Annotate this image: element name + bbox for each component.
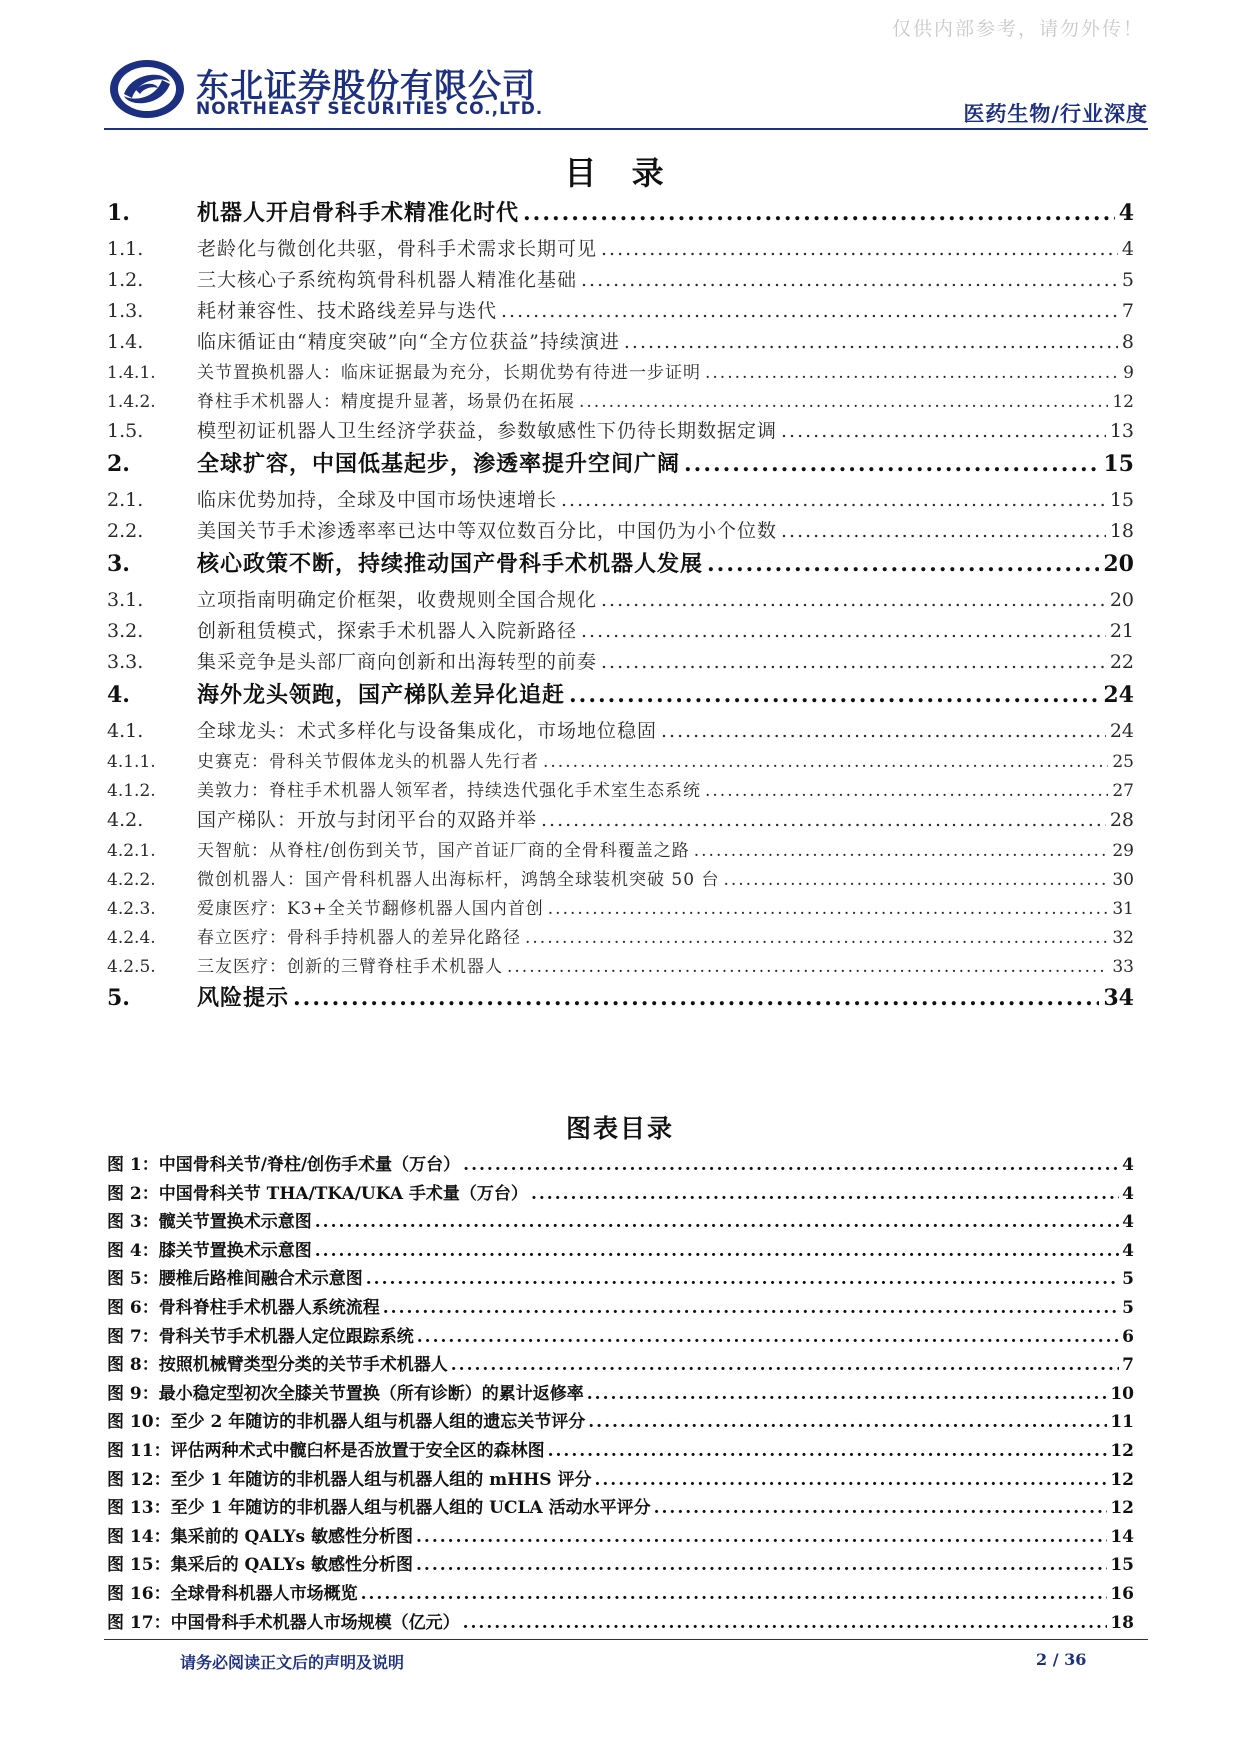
- figure-entry[interactable]: [107, 1293, 1134, 1322]
- toc-entry[interactable]: [107, 747, 1134, 776]
- toc-entry-label: 创新租赁模式，探索手术机器人入院新路径: [197, 620, 578, 642]
- toc-leader-dots: [561, 489, 1106, 511]
- toc-entry-page: 22: [1109, 651, 1134, 673]
- figure-entry-label: 图 10：至少 2 年随访的非机器人组与机器人组的遗忘关节评分: [107, 1412, 586, 1433]
- figure-entry-page: 5: [1122, 1297, 1134, 1318]
- toc-entry[interactable]: [107, 387, 1134, 416]
- toc-entry[interactable]: [107, 716, 1134, 747]
- toc-entry-number: 2.: [107, 451, 130, 477]
- toc-entry-number: 4.2.2.: [107, 870, 156, 890]
- figure-entry[interactable]: [107, 1179, 1134, 1208]
- toc-leader-dots: [581, 269, 1118, 291]
- figure-entry[interactable]: [107, 1436, 1134, 1465]
- figure-entry[interactable]: [107, 1579, 1134, 1608]
- toc-leader-dots: [525, 928, 1108, 948]
- toc-leader-dots: [548, 899, 1109, 919]
- toc-entry-page: 20: [1109, 589, 1134, 611]
- figure-entry-label: 图 17：中国骨科手术机器人市场规模（亿元）: [107, 1612, 460, 1633]
- toc-leader-dots: [569, 682, 1099, 708]
- toc-entry-label: 耗材兼容性、技术路线差异与迭代: [197, 300, 498, 322]
- toc-entry[interactable]: [107, 485, 1134, 516]
- toc-leader-dots: [507, 957, 1108, 977]
- toc-entry-label: 模型初证机器人卫生经济学获益，参数敏感性下仍待长期数据定调: [197, 420, 778, 442]
- toc-entry-page: 24: [1103, 682, 1134, 708]
- toc-entry-label: 史赛克：骨科关节假体龙头的机器人先行者: [197, 752, 539, 772]
- figure-entry-label: 图 1：中国骨科关节/脊柱/创伤手术量（万台）: [107, 1155, 461, 1175]
- toc-entry-page: 32: [1112, 928, 1134, 948]
- figure-entry-label: 图 4：膝关节置换术示意图: [107, 1240, 312, 1261]
- figure-leader-dots: [451, 1355, 1119, 1375]
- figure-leader-dots: [548, 1441, 1108, 1461]
- toc-entry-label: 爱康医疗：K3+全关节翻修机器人国内首创: [197, 899, 544, 919]
- figure-entry[interactable]: [107, 1150, 1134, 1179]
- toc-entry-page: 4: [1118, 200, 1134, 226]
- toc-entry[interactable]: [107, 296, 1134, 327]
- figure-leader-dots: [463, 1613, 1108, 1633]
- toc-leader-dots: [694, 841, 1109, 861]
- toc-entry[interactable]: [107, 447, 1134, 485]
- figure-leader-dots: [588, 1412, 1107, 1432]
- toc-leader-dots: [579, 392, 1108, 412]
- figure-entry-label: 图 7：骨科关节手术机器人定位跟踪系统: [107, 1326, 414, 1347]
- toc-entry-page: 24: [1109, 720, 1134, 742]
- toc-entry[interactable]: [107, 952, 1134, 981]
- toc-entry-number: 5.: [107, 985, 130, 1011]
- toc-entry-label: 海外龙头领跑，国产梯队差异化追赶: [197, 683, 566, 708]
- toc-entry[interactable]: [107, 416, 1134, 447]
- toc-entry[interactable]: [107, 196, 1134, 234]
- toc-entry-number: 1.2.: [107, 269, 144, 291]
- toc-entry-number: 4.1.: [107, 720, 144, 742]
- figure-leader-dots: [654, 1498, 1108, 1518]
- figure-entry[interactable]: [107, 1236, 1134, 1265]
- header-divider: [104, 128, 1148, 130]
- figure-list-title: 图表目录: [565, 1114, 674, 1143]
- toc-entry-number: 4.: [107, 682, 130, 708]
- toc-entry-page: 29: [1112, 841, 1134, 861]
- figure-leader-dots: [416, 1527, 1107, 1547]
- toc-leader-dots: [601, 651, 1106, 673]
- company-name-en: NORTHEAST SECURITIES CO.,LTD.: [196, 99, 544, 119]
- toc-entry[interactable]: [107, 234, 1134, 265]
- figure-leader-dots: [531, 1184, 1119, 1204]
- footer-divider: [104, 1639, 1148, 1640]
- toc-entry[interactable]: [107, 678, 1134, 716]
- toc-leader-dots: [581, 620, 1106, 642]
- toc-entry-label: 春立医疗：骨科手持机器人的差异化路径: [197, 928, 521, 948]
- toc-entry-page: 13: [1109, 420, 1134, 442]
- toc-entry[interactable]: [107, 265, 1134, 296]
- toc-leader-dots: [781, 420, 1106, 442]
- toc-entry-page: 9: [1123, 363, 1134, 383]
- figure-entry[interactable]: [107, 1522, 1134, 1551]
- figure-leader-dots: [361, 1584, 1108, 1604]
- toc-entry[interactable]: [107, 981, 1134, 1019]
- toc-leader-dots: [707, 551, 1099, 577]
- toc-entry[interactable]: [107, 358, 1134, 387]
- toc-entry[interactable]: [107, 547, 1134, 585]
- figure-entry-label: 图 14：集采前的 QALYs 敏感性分析图: [107, 1526, 413, 1547]
- toc-leader-dots: [624, 331, 1118, 353]
- figure-entry-label: 图 6：骨科脊柱手术机器人系统流程: [107, 1297, 380, 1318]
- toc-entry[interactable]: [107, 865, 1134, 894]
- figure-entry-label: 图 12：至少 1 年随访的非机器人组与机器人组的 mHHS 评分: [107, 1469, 592, 1490]
- toc-leader-dots: [684, 451, 1099, 477]
- figure-entry-page: 4: [1122, 1240, 1134, 1261]
- toc-entry-page: 21: [1109, 620, 1134, 642]
- toc-entry-number: 4.1.1.: [107, 752, 156, 772]
- toc-entry-page: 8: [1121, 331, 1134, 353]
- toc-entry-number: 1.3.: [107, 300, 144, 322]
- toc-entry-page: 30: [1112, 870, 1134, 890]
- figure-entry-label: 图 13：至少 1 年随访的非机器人组与机器人组的 UCLA 活动水平评分: [107, 1498, 651, 1519]
- toc-entry-page: 28: [1109, 809, 1134, 831]
- toc-entry-number: 3.1.: [107, 589, 144, 611]
- figure-entry-page: 15: [1110, 1555, 1134, 1576]
- toc-entry-page: 12: [1112, 392, 1134, 412]
- figure-entry-page: 11: [1110, 1412, 1134, 1433]
- toc-leader-dots: [723, 870, 1108, 890]
- toc-entry-label: 三友医疗：创新的三臂脊柱手术机器人: [197, 957, 503, 977]
- figure-entry-page: 4: [1122, 1183, 1134, 1204]
- figure-entry-page: 16: [1110, 1583, 1134, 1604]
- figure-entry-label: 图 8：按照机械臂类型分类的关节手术机器人: [107, 1355, 448, 1376]
- toc-entry-number: 1.4.: [107, 331, 144, 353]
- figure-entry-label: 图 15：集采后的 QALYs 敏感性分析图: [107, 1555, 413, 1576]
- figure-entry[interactable]: [107, 1608, 1134, 1637]
- figure-leader-dots: [417, 1327, 1119, 1347]
- figure-entry-label: 图 5：腰椎后路椎间融合术示意图: [107, 1269, 363, 1290]
- figure-entry-label: 图 2：中国骨科关节 THA/TKA/UKA 手术量（万台）: [107, 1183, 528, 1204]
- toc-entry-label: 集采竞争是头部厂商向创新和出海转型的前奏: [197, 651, 598, 673]
- figure-entry[interactable]: [107, 1407, 1134, 1436]
- toc-entry-label: 国产梯队：开放与封闭平台的双路并举: [197, 809, 538, 831]
- page-number: 2 / 36: [1036, 1650, 1087, 1669]
- figure-leader-dots: [315, 1212, 1119, 1232]
- toc-entry-page: 15: [1109, 489, 1134, 511]
- toc-entry-label: 脊柱手术机器人：精度提升显著，场景仍在拓展: [197, 392, 575, 412]
- toc-entry-page: 18: [1109, 520, 1134, 542]
- toc-entry[interactable]: [107, 805, 1134, 836]
- figure-entry-label: 图 3：髋关节置换术示意图: [107, 1212, 312, 1233]
- toc-entry-label: 临床优势加持，全球及中国市场快速增长: [197, 489, 558, 511]
- toc-entry-page: 4: [1121, 238, 1134, 260]
- toc-leader-dots: [543, 752, 1108, 772]
- toc-entry-label: 微创机器人：国产骨科机器人出海标杆，鸿鹄全球装机突破 50 台: [197, 870, 720, 890]
- toc-entry-label: 三大核心子系统构筑骨科机器人精准化基础: [197, 269, 578, 291]
- toc-entry-page: 15: [1103, 451, 1134, 477]
- figure-leader-dots: [587, 1384, 1108, 1404]
- figure-entry-page: 12: [1110, 1440, 1134, 1461]
- figure-entry-page: 7: [1122, 1355, 1134, 1376]
- toc-entry-number: 3.3.: [107, 651, 144, 673]
- company-name-cn: 东北证券股份有限公司: [196, 66, 536, 105]
- figure-entry[interactable]: [107, 1379, 1134, 1408]
- figure-entry-page: 4: [1122, 1155, 1134, 1175]
- toc-entry-number: 1.5.: [107, 420, 144, 442]
- figure-entry[interactable]: [107, 1207, 1134, 1236]
- toc-entry-page: 33: [1112, 957, 1134, 977]
- toc-entry-label: 老龄化与微创化共驱，骨科手术需求长期可见: [197, 238, 598, 260]
- figure-entry-page: 14: [1110, 1526, 1134, 1547]
- toc-entry[interactable]: [107, 516, 1134, 547]
- figure-entry-label: 图 11：评估两种术式中髋臼杯是否放置于安全区的森林图: [107, 1440, 545, 1461]
- northeast-securities-logo-icon: [108, 58, 186, 120]
- toc-entry-number: 1.4.1.: [107, 363, 156, 383]
- toc-leader-dots: [601, 238, 1118, 260]
- figure-entry-label: 图 16：全球骨科机器人市场概览: [107, 1583, 358, 1604]
- figure-entry-page: 10: [1110, 1383, 1134, 1404]
- toc-entry-label: 美国关节手术渗透率率已达中等双位数百分比，中国仍为小个位数: [197, 520, 778, 542]
- toc-entry[interactable]: [107, 327, 1134, 358]
- toc-entry-number: 1.1.: [107, 238, 144, 260]
- toc-entry[interactable]: [107, 585, 1134, 616]
- toc-entry-number: 2.2.: [107, 520, 144, 542]
- figure-entry[interactable]: [107, 1465, 1134, 1494]
- figure-leader-dots: [366, 1269, 1119, 1289]
- toc-leader-dots: [293, 985, 1099, 1011]
- toc-entry-number: 4.2.3.: [107, 899, 156, 919]
- toc-entry-page: 31: [1112, 899, 1134, 919]
- toc-entry-page: 5: [1121, 269, 1134, 291]
- toc-entry-label: 立项指南明确定价框架，收费规则全国合规化: [197, 589, 598, 611]
- toc-leader-dots: [501, 300, 1118, 322]
- toc-entry[interactable]: [107, 776, 1134, 805]
- toc-entry[interactable]: [107, 836, 1134, 865]
- toc-entry-page: 25: [1112, 752, 1134, 772]
- figure-entry[interactable]: [107, 1550, 1134, 1579]
- toc-entry-number: 4.2.4.: [107, 928, 156, 948]
- toc-entry[interactable]: [107, 647, 1134, 678]
- toc-entry-number: 3.: [107, 551, 130, 577]
- toc-leader-dots: [523, 200, 1115, 226]
- toc-entry-label: 机器人开启骨科手术精准化时代: [197, 201, 520, 226]
- toc-entry-page: 34: [1103, 985, 1134, 1011]
- figure-entry-page: 6: [1122, 1326, 1134, 1347]
- table-of-contents: [107, 196, 1134, 1019]
- figure-list: [107, 1150, 1134, 1636]
- toc-entry-label: 临床循证由“精度突破”向“全方位获益”持续演进: [197, 331, 620, 353]
- toc-leader-dots: [661, 720, 1106, 742]
- toc-entry-number: 4.1.2.: [107, 781, 156, 801]
- figure-entry-page: 12: [1110, 1469, 1134, 1490]
- figure-leader-dots: [315, 1241, 1119, 1261]
- toc-entry-label: 全球龙头：术式多样化与设备集成化，市场地位稳固: [197, 720, 658, 742]
- toc-entry-label: 天智航：从脊柱/创伤到关节，国产首证厂商的全骨科覆盖之路: [197, 841, 690, 861]
- toc-entry-number: 4.2.5.: [107, 957, 156, 977]
- toc-entry-page: 7: [1121, 300, 1134, 322]
- toc-leader-dots: [705, 781, 1108, 801]
- toc-entry-page: 20: [1103, 551, 1134, 577]
- figure-leader-dots: [383, 1298, 1119, 1318]
- figure-entry[interactable]: [107, 1493, 1134, 1522]
- figure-entry-page: 18: [1110, 1612, 1134, 1633]
- toc-entry-label: 全球扩容，中国低基起步，渗透率提升空间广阔: [197, 452, 681, 477]
- report-category: 医药生物/行业深度: [963, 102, 1148, 126]
- toc-entry-number: 2.1.: [107, 489, 144, 511]
- toc-entry-label: 风险提示: [197, 986, 290, 1011]
- toc-leader-dots: [781, 520, 1106, 542]
- figure-leader-dots: [594, 1470, 1107, 1490]
- footer-disclaimer: 请务必阅读正文后的声明及说明: [180, 1653, 405, 1672]
- figure-entry-page: 12: [1110, 1498, 1134, 1519]
- figure-leader-dots: [416, 1555, 1107, 1575]
- toc-entry-label: 关节置换机器人：临床证据最为充分，长期优势有待进一步证明: [197, 363, 701, 383]
- toc-entry-number: 3.2.: [107, 620, 144, 642]
- toc-entry-page: 27: [1112, 781, 1134, 801]
- figure-entry[interactable]: [107, 1322, 1134, 1351]
- figure-entry-page: 4: [1122, 1212, 1134, 1233]
- toc-entry[interactable]: [107, 616, 1134, 647]
- toc-entry-number: 4.2.1.: [107, 841, 156, 861]
- figure-entry-label: 图 9：最小稳定型初次全膝关节置换（所有诊断）的累计返修率: [107, 1383, 584, 1404]
- toc-title: 目 录: [564, 154, 676, 192]
- figure-entry[interactable]: [107, 1350, 1134, 1379]
- figure-entry-page: 5: [1122, 1269, 1134, 1290]
- figure-leader-dots: [463, 1155, 1119, 1175]
- toc-entry-label: 核心政策不断，持续推动国产骨科手术机器人发展: [197, 552, 704, 577]
- toc-entry-number: 1.4.2.: [107, 392, 156, 412]
- watermark-text: 仅供内部参考，请勿外传！: [891, 18, 1144, 40]
- toc-leader-dots: [541, 809, 1106, 831]
- toc-entry[interactable]: [107, 894, 1134, 923]
- toc-entry[interactable]: [107, 923, 1134, 952]
- toc-entry-number: 1.: [107, 200, 130, 226]
- toc-leader-dots: [601, 589, 1106, 611]
- toc-entry-label: 美敦力：脊柱手术机器人领军者，持续迭代强化手术室生态系统: [197, 781, 701, 801]
- toc-leader-dots: [705, 363, 1119, 383]
- toc-entry-number: 4.2.: [107, 809, 144, 831]
- figure-entry[interactable]: [107, 1264, 1134, 1293]
